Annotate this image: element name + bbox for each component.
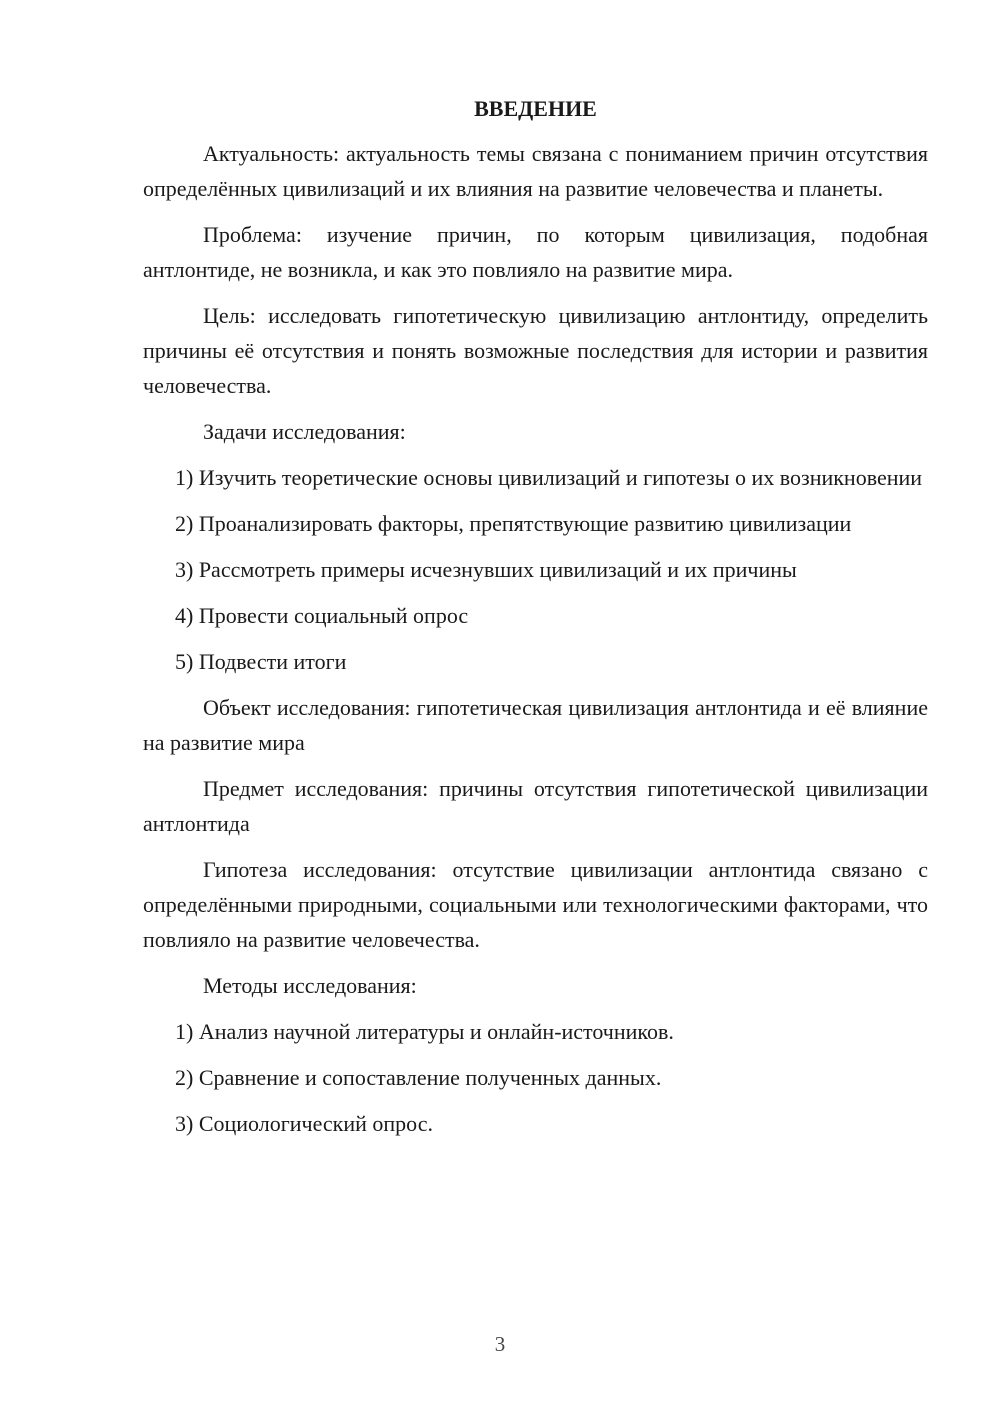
page-number: 3	[494, 1332, 506, 1356]
task-item: 3) Рассмотреть примеры исчезнувших цивилизаций и их причины	[175, 557, 797, 582]
problem-paragraph: Проблема: изучение причин, по которым цивилизация, подобная антлонтиде, не возникла, и как это повлияло на развитие мира.	[143, 222, 928, 282]
method-item: 1) Анализ научной литературы и онлайн-источников.	[175, 1019, 674, 1044]
task-item: 4) Провести социальный опрос	[175, 603, 469, 628]
relevance-paragraph: Актуальность: актуальность темы связана с пониманием причин отсутствия определённых цивилизаций и их влияния на развитие человечества и планеты.	[143, 141, 928, 201]
hypothesis-paragraph: Гипотеза исследования: отсутствие цивилизации антлонтида связано с определёнными природными, социальными или технологическими факторами, что повлияло на развитие человечества.	[143, 857, 928, 952]
task-item: 5) Подвести итоги	[175, 649, 347, 674]
method-item: 2) Сравнение и сопоставление полученных данных.	[175, 1065, 662, 1090]
goal-paragraph: Цель: исследовать гипотетическую цивилизацию антлонтиду, определить причины её отсутствия и понять возможные последствия для истории и развития человечества.	[143, 303, 928, 398]
method-item: 3) Социологический опрос.	[175, 1111, 433, 1136]
task-item: 2) Проанализировать факторы, препятствующие развитию цивилизации	[175, 511, 852, 536]
task-item: 1) Изучить теоретические основы цивилизаций и гипотезы о их возникновении	[175, 465, 923, 490]
subject-paragraph: Предмет исследования: причины отсутствия гипотетической цивилизации антлонтида	[143, 776, 928, 836]
page-title: ВВЕДЕНИЕ	[474, 96, 597, 121]
document-page	[143, 92, 928, 1152]
methods-heading: Методы исследования:	[203, 973, 417, 998]
tasks-heading: Задачи исследования:	[203, 419, 406, 444]
object-paragraph: Объект исследования: гипотетическая цивилизация антлонтида и её влияние на развитие мира	[143, 695, 928, 755]
